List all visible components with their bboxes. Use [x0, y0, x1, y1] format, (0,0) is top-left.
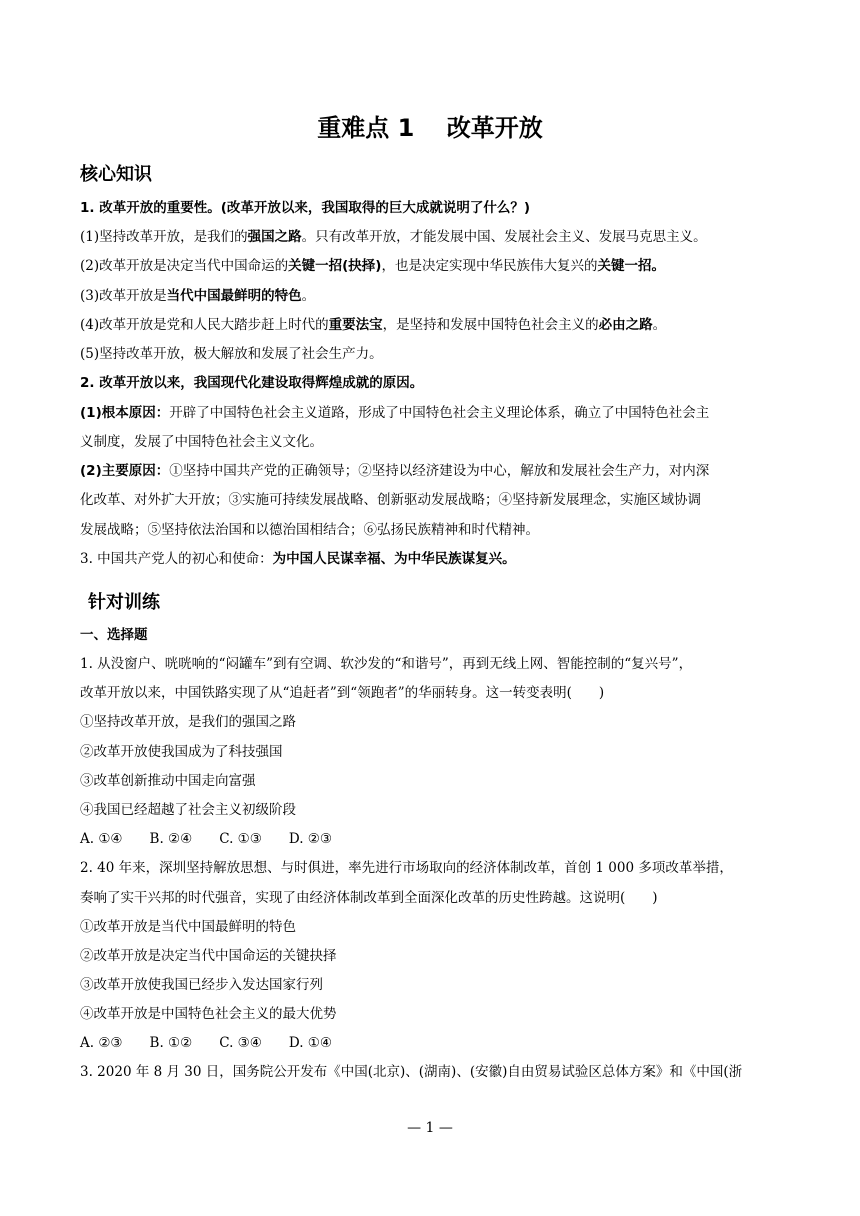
- knowledge-2-main-cause-cont-2: 发展战略；⑤坚持依法治国和以德治国相结合；⑥弘扬民族精神和时代精神。: [80, 522, 539, 538]
- question-1-option: ②改革开放使我国成为了科技强国: [80, 744, 283, 760]
- knowledge-2-main-cause-cont-1: 化改革、对外扩大开放；③实施可持续发展战略、创新驱动发展战略；④坚持新发展理念，实施区域协调: [80, 492, 701, 508]
- question-2-option: ②改革开放是决定当代中国命运的关键抉择: [80, 948, 337, 964]
- bold-text: 重要法宝: [328, 317, 383, 333]
- text: (2)改革开放是决定当代中国命运的: [80, 258, 289, 274]
- question-3-stem: 3. 2020 年 8 月 30 日，国务院公开发布《中国(北京)、(湖南)、(安徽)自由贸易试验区总体方案》和《中国(浙: [80, 1064, 743, 1080]
- bold-text: 关键一招。: [597, 258, 665, 274]
- section-heading-core-knowledge: 核心知识: [80, 164, 152, 185]
- question-1-option: ①坚持改革开放，是我们的强国之路: [80, 714, 296, 730]
- section-heading-training: 针对训练: [88, 592, 160, 613]
- text: ，也是决定实现中华民族伟大复兴的: [381, 258, 598, 274]
- knowledge-2-root-cause-cont: 义制度，发展了中国特色社会主义文化。: [80, 434, 323, 450]
- bold-text: 为中国人民谋幸福、为中华民族谋复兴。: [272, 551, 516, 567]
- knowledge-1-item-2: [80, 256, 665, 276]
- knowledge-2-main-cause: [80, 461, 709, 481]
- knowledge-1-item-1: [80, 227, 707, 247]
- text: 开辟了中国特色社会主义道路，形成了中国特色社会主义理论体系，确立了中国特色社会主: [169, 405, 710, 421]
- question-2-stem: 2. 40 年来，深圳坚持解放思想、与时俱进，率先进行市场取向的经济体制改革，首创 1 000 多项改革举措，: [80, 860, 733, 876]
- question-2-option: ③改革开放使我国已经步入发达国家行列: [80, 977, 323, 993]
- text: (3)改革开放是: [80, 288, 167, 304]
- question-1-stem-cont: 改革开放以来，中国铁路实现了从“追赶者”到“领跑者”的华丽转身。这一转变表明( ): [80, 685, 605, 701]
- bold-text: 必由之路: [598, 317, 653, 333]
- text: 。: [301, 288, 316, 304]
- bold-text: 当代中国最鲜明的特色: [166, 288, 302, 304]
- question-1-stem: 1. 从没窗户、咣咣响的“闷罐车”到有空调、软沙发的“和谐号”，再到无线上网、智能控制的“复兴号”，: [80, 656, 693, 672]
- question-2-choices: A. ②③ B. ①② C. ③④ D. ①④: [80, 1035, 333, 1051]
- knowledge-1-item-5: (5)坚持改革开放，极大解放和发展了社会生产力。: [80, 346, 383, 362]
- question-2-option: ④改革开放是中国特色社会主义的最大优势: [80, 1006, 337, 1022]
- knowledge-1-heading: 1. 改革开放的重要性。(改革开放以来，我国取得的巨大成就说明了什么？): [80, 200, 531, 216]
- knowledge-2-root-cause: [80, 403, 709, 423]
- knowledge-2-heading: 2. 改革开放以来，我国现代化建设取得辉煌成就的原因。: [80, 375, 424, 391]
- bold-label: (2)主要原因：: [80, 463, 170, 479]
- question-2-option: ①改革开放是当代中国最鲜明的特色: [80, 919, 296, 935]
- bold-text: 强国之路: [247, 229, 302, 245]
- text: 。只有改革开放，才能发展中国、发展社会主义、发展马克思主义。: [301, 229, 707, 245]
- text: (1)坚持改革开放，是我们的: [80, 229, 248, 245]
- question-1-choices: A. ①④ B. ②④ C. ①③ D. ②③: [80, 831, 333, 847]
- page-title: 重难点 1 改革开放: [317, 114, 543, 142]
- question-1-option: ④我国已经超越了社会主义初级阶段: [80, 802, 296, 818]
- text: 。: [652, 317, 667, 333]
- text: (4)改革开放是党和人民大踏步赶上时代的: [80, 317, 329, 333]
- question-2-stem-cont: 奏响了实干兴邦的时代强音，实现了由经济体制改革到全面深化改革的历史性跨越。这说明( ): [80, 890, 658, 906]
- text: 3. 中国共产党人的初心和使命：: [80, 551, 273, 567]
- page-number: — 1 —: [407, 1120, 453, 1136]
- knowledge-1-item-3: [80, 286, 315, 306]
- bold-label: (1)根本原因：: [80, 405, 170, 421]
- bold-text: 关键一招(抉择): [288, 258, 382, 274]
- text: ①坚持中国共产党的正确领导；②坚持以经济建设为中心，解放和发展社会生产力，对内深: [169, 463, 710, 479]
- knowledge-1-item-4: [80, 315, 666, 335]
- text: ，是坚持和发展中国特色社会主义的: [382, 317, 599, 333]
- part-heading-choice: 一、选择题: [80, 627, 148, 643]
- knowledge-3: [80, 549, 516, 569]
- question-1-option: ③改革创新推动中国走向富强: [80, 773, 256, 789]
